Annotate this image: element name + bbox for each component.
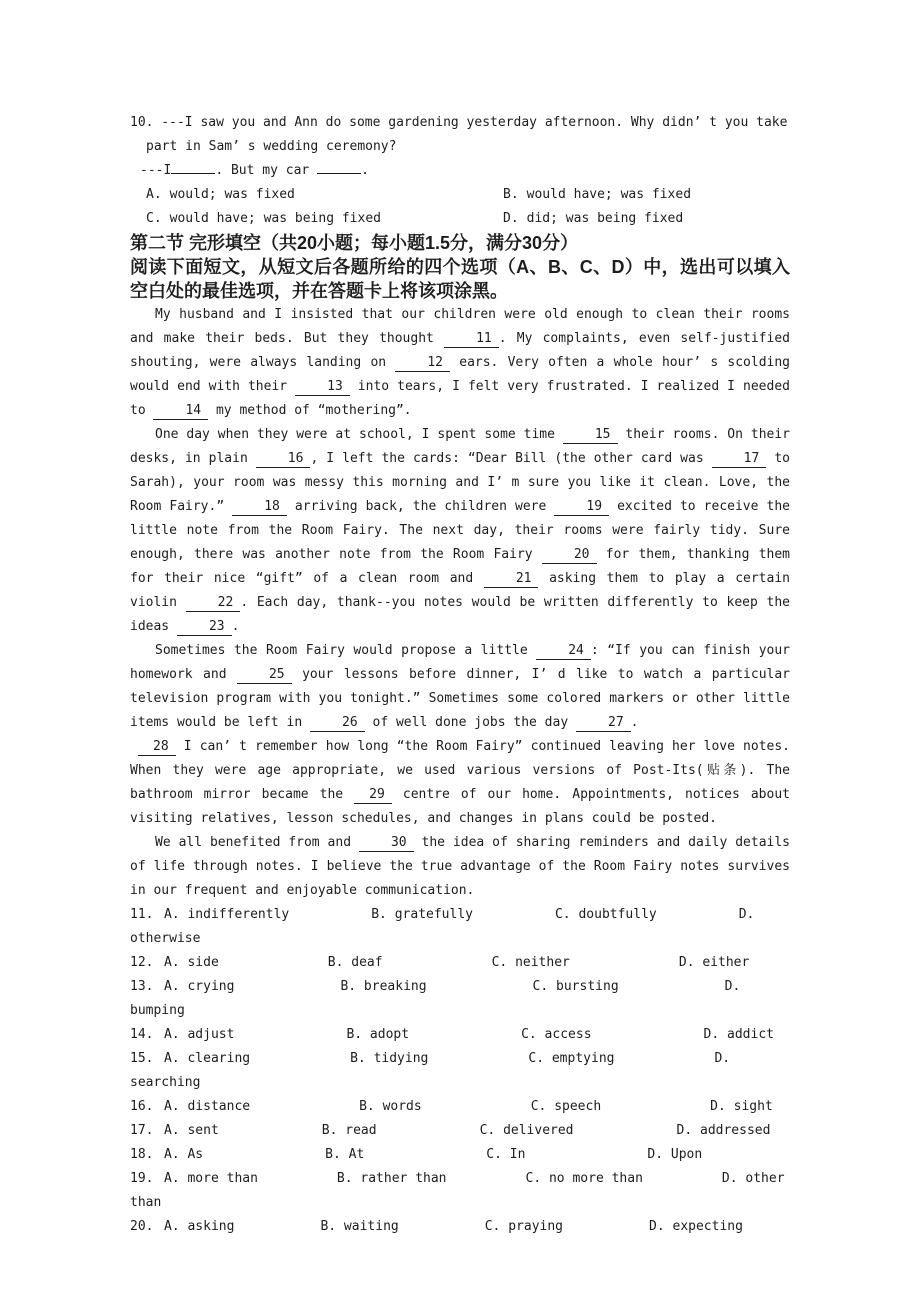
passage-paragraph: Sometimes the Room Fairy would propose a little 24 : “If you can finish your homework and 25 your lessons before dinner, I’ d like to watch a particular television program with you tonight.” Sometimes some colored markers or other little items would be left in 26 of well done jobs the day 27 .: [130, 643, 790, 730]
option-A: [130, 183, 487, 207]
option-gap: [364, 1157, 486, 1158]
option-D: D. otherwise: [130, 907, 755, 946]
option-gap: [234, 989, 340, 990]
question-10-answer-line: [130, 159, 790, 183]
question-row-19: [130, 1167, 790, 1215]
question-number: 19.: [130, 1171, 154, 1186]
option-gap: [422, 1109, 531, 1110]
blank-25: 25: [237, 666, 292, 684]
passage-paragraph: 28 I can’ t remember how long “the Room Fairy” continued leaving her love notes. When they were age appropriate, we used various versions of Post-Its(贴条). The bathroom mirror became the 29 centre of our home. Appointments, notices about visiting relatives, lesson schedules, and changes in plans could be posted.: [130, 739, 790, 826]
option-gap: [399, 1229, 485, 1230]
option-B: B. read: [321, 1123, 377, 1138]
blank-30: 30: [359, 834, 414, 852]
question-10-options-row-2: [130, 207, 790, 231]
option-gap: [289, 917, 371, 918]
option-A-text: would; was fixed: [169, 187, 295, 202]
option-A: A. distance: [164, 1099, 251, 1114]
option-B: B. waiting: [320, 1219, 399, 1234]
cloze-questions: [130, 903, 790, 1239]
option-C: C. bursting: [532, 979, 619, 994]
option-A: A. indifferently: [164, 907, 290, 922]
passage-paragraph: My husband and I insisted that our children were old enough to clean their rooms and make their beds. But they thought 11 . My complaints, even self-justified shouting, were always landing on 12 ears. Very often a whole hour’ s scolding would end with their 13 into tears, I felt very frustrated. I realized I needed to 14 my method of “mothering”.: [130, 307, 790, 418]
option-gap: [250, 1061, 350, 1062]
option-gap: [377, 1133, 480, 1134]
question-number: 20.: [130, 1219, 154, 1234]
question-10: [130, 111, 790, 231]
option-D-text: did; was being fixed: [526, 211, 684, 226]
question-number: 13.: [130, 979, 154, 994]
option-D-label: D.: [503, 211, 519, 226]
answer-blank-2: [317, 159, 361, 174]
blank-17: 17: [712, 450, 767, 468]
option-gap: [203, 1157, 325, 1158]
option-gap: [574, 1133, 677, 1134]
blank-20: 20: [542, 546, 597, 564]
answer-blank-1: [171, 159, 215, 174]
blank-24: 24: [536, 642, 591, 660]
option-B: B. gratefully: [371, 907, 473, 922]
option-C: C. delivered: [479, 1123, 574, 1138]
blank-28: 28: [138, 738, 176, 756]
section-header: 第二节 完形填空（共20小题；每小题1.5分，满分30分）: [130, 233, 579, 253]
question-number: 12.: [130, 955, 154, 970]
question-10-stem-line1: 10. ---I saw you and Ann do some gardening yesterday afternoon. Why didn’ t you take: [130, 115, 788, 130]
option-gap: [258, 1181, 337, 1182]
option-A: A. side: [164, 955, 219, 970]
blank-11: 11: [444, 330, 499, 348]
option-C: C. access: [521, 1027, 592, 1042]
option-D: D. either: [678, 955, 750, 970]
option-A: A. sent: [164, 1123, 219, 1138]
question-number: 16.: [130, 1099, 154, 1114]
question-number: 14.: [130, 1027, 154, 1042]
question-row-18: [130, 1143, 790, 1167]
option-D: D. other than: [130, 1171, 785, 1210]
question-row-15: [130, 1047, 790, 1095]
option-gap: [383, 965, 492, 966]
option-C: C. emptying: [528, 1051, 615, 1066]
passage-paragraph: We all benefited from and 30 the idea of sharing reminders and daily details of life through notes. I believe the true advantage of the Room Fairy notes survives in our frequent and enjoyable communication.: [130, 835, 791, 898]
option-D: D. Upon: [647, 1147, 703, 1162]
option-A: A. crying: [164, 979, 235, 994]
option-gap: [447, 1181, 526, 1182]
question-row-16: [130, 1095, 790, 1119]
option-gap: [525, 1157, 647, 1158]
option-B: B. words: [359, 1099, 422, 1114]
question-row-14: [130, 1023, 790, 1047]
question-row-11: [130, 903, 790, 951]
blank-23: 23: [177, 618, 232, 636]
option-C: C. In: [486, 1147, 526, 1162]
option-gap: [643, 1181, 722, 1182]
blank-14: 14: [153, 402, 208, 420]
option-B-text: would have; was fixed: [526, 187, 692, 202]
option-D: D. addict: [703, 1027, 774, 1042]
blank-22: 22: [186, 594, 241, 612]
option-B: B. rather than: [336, 1171, 447, 1186]
option-gap: [250, 1109, 359, 1110]
option-B: B. tidying: [350, 1051, 429, 1066]
answer-prefix: ---I: [140, 163, 172, 178]
option-A-label: A.: [146, 187, 162, 202]
option-A: A. adjust: [164, 1027, 235, 1042]
question-row-17: [130, 1119, 790, 1143]
blank-21: 21: [484, 570, 539, 588]
option-gap: [601, 1109, 710, 1110]
option-C: C. doubtfully: [554, 907, 657, 922]
option-B: B. At: [325, 1147, 365, 1162]
option-C: C. speech: [530, 1099, 602, 1114]
option-D: [487, 207, 683, 231]
blank-12: 12: [395, 354, 450, 372]
question-row-12: [130, 951, 790, 975]
option-gap: [409, 1037, 521, 1038]
option-gap: [219, 965, 328, 966]
option-A: A. As: [164, 1147, 204, 1162]
blank-13: 13: [295, 378, 350, 396]
option-C: C. neither: [491, 955, 570, 970]
option-gap: [234, 1229, 320, 1230]
blank-15: 15: [563, 426, 618, 444]
option-gap: [619, 989, 725, 990]
option-gap: [427, 989, 533, 990]
option-B: B. adopt: [346, 1027, 410, 1042]
question-row-20: [130, 1215, 790, 1239]
option-gap: [428, 1061, 528, 1062]
blank-18: 18: [232, 498, 287, 516]
option-C-label: C.: [146, 211, 162, 226]
option-A: A. more than: [164, 1171, 258, 1186]
question-row-13: [130, 975, 790, 1023]
question-number: 15.: [130, 1051, 154, 1066]
answer-suffix: .: [361, 163, 369, 178]
option-C: C. no more than: [525, 1171, 643, 1186]
option-gap: [563, 1229, 649, 1230]
question-10-options-row-1: [130, 183, 790, 207]
option-D: D. sight: [710, 1099, 773, 1114]
blank-19: 19: [554, 498, 609, 516]
blank-29: 29: [354, 786, 392, 804]
answer-middle: . But my car: [215, 163, 318, 178]
option-B-label: B.: [503, 187, 519, 202]
question-number: 11.: [130, 907, 154, 922]
option-gap: [234, 1037, 346, 1038]
option-C-text: would have; was being fixed: [169, 211, 381, 226]
passage-paragraph: One day when they were at school, I spent some time 15 their rooms. On their desks, in plain 16 , I left the cards: “Dear Bill (the other card was 17 to Sarah), your room was messy this morning and I’ m sure you like it clean. Love, the Room Fairy.” 18 arriving back, the children were 19 excited to receive the little note from the Room Fairy. The next day, their rooms were fairly tidy. Sure enough, there was another note from the Room Fairy 20 for them, thanking them for their nice “gift” of a clean room and 21 asking them to play a certain violin 22 . Each day, thank--you notes would be written differently to keep the ideas 23 .: [130, 427, 790, 634]
question-number: 17.: [130, 1123, 154, 1138]
option-D: D. addressed: [676, 1123, 771, 1138]
option-A: A. clearing: [164, 1051, 251, 1066]
question-number: 18.: [130, 1147, 154, 1162]
option-C: C. praying: [484, 1219, 564, 1234]
option-C: [130, 207, 487, 231]
cloze-passage: [130, 303, 790, 903]
option-gap: [592, 1037, 704, 1038]
option-D: D. expecting: [649, 1219, 743, 1234]
option-B: B. breaking: [340, 979, 427, 994]
option-D: D. searching: [130, 1051, 731, 1090]
question-10-stem-line2: part in Sam’ s wedding ceremony?: [146, 139, 397, 154]
cloze-instructions: 阅读下面短文，从短文后各题所给的四个选项（A、B、C、D）中，选出可以填入空白处的最佳选项，并在答题卡上将该项涂黑。: [130, 257, 790, 301]
blank-26: 26: [310, 714, 365, 732]
option-gap: [473, 917, 555, 918]
blank-16: 16: [256, 450, 311, 468]
option-gap: [570, 965, 679, 966]
option-B: B. deaf: [327, 955, 383, 970]
option-gap: [614, 1061, 714, 1062]
option-B: [487, 183, 691, 207]
option-D: D. bumping: [130, 979, 741, 1018]
option-A: A. asking: [164, 1219, 235, 1234]
option-gap: [219, 1133, 322, 1134]
blank-27: 27: [576, 714, 631, 732]
option-gap: [657, 917, 739, 918]
